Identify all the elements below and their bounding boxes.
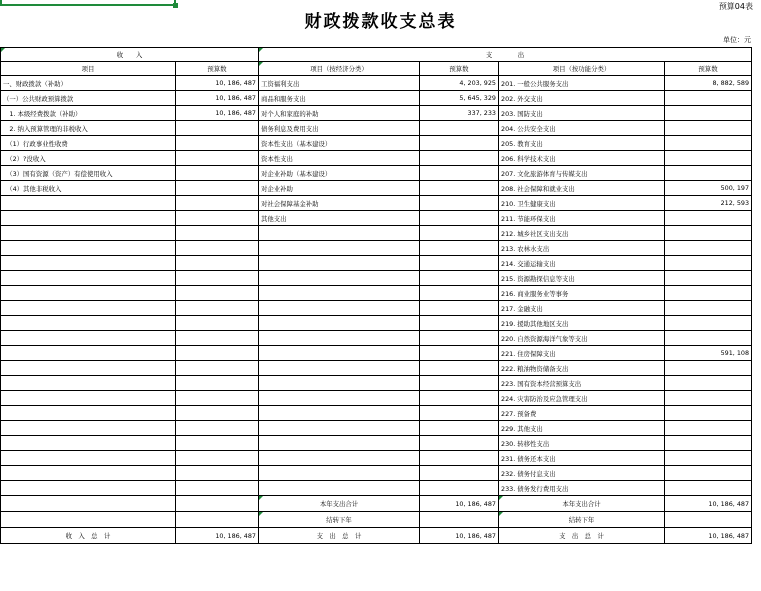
year-expense-amount[interactable]: 10, 186, 487 [420,496,499,512]
year-expense-label-func[interactable]: 本年支出合计 [499,496,665,512]
func-amount-cell[interactable] [665,106,752,121]
income-item-cell[interactable]: 一、财政拨款（补助） [1,76,176,91]
econ-amount-cell[interactable] [420,151,499,166]
income-item-cell[interactable] [1,361,176,376]
income-amount-cell[interactable] [176,466,259,481]
func-amount-cell[interactable] [665,151,752,166]
income-total-label[interactable]: 收 入 总 计 [1,528,176,544]
income-item-cell[interactable] [1,436,176,451]
econ-amount-cell[interactable]: 337, 233 [420,106,499,121]
func-item-cell[interactable]: 231. 债务还本支出 [499,451,665,466]
table-row [1,121,752,136]
econ-item-cell[interactable] [259,391,420,406]
table-row [1,316,752,331]
income-item-cell[interactable] [1,211,176,226]
econ-item-cell[interactable] [259,436,420,451]
econ-amount-cell[interactable] [420,226,499,241]
income-total-amount[interactable]: 10, 186, 487 [176,528,259,544]
year-expense-amount-func[interactable]: 10, 186, 487 [665,496,752,512]
income-amount-cell[interactable] [176,196,259,211]
econ-amount-cell[interactable] [420,481,499,496]
col-header-budget[interactable]: 预算数 [176,62,259,76]
econ-amount-cell[interactable] [420,256,499,271]
func-amount-cell[interactable] [665,301,752,316]
carry-forward-amount-func[interactable] [665,512,752,528]
table-row [1,301,752,316]
income-item-cell[interactable] [1,196,176,211]
econ-item-cell[interactable]: 对企业补助 [259,181,420,196]
table-row [1,346,752,361]
table-row [1,271,752,286]
table-row [1,136,752,151]
func-amount-cell[interactable] [665,271,752,286]
econ-amount-cell[interactable] [420,406,499,421]
econ-amount-cell[interactable] [420,196,499,211]
income-amount-cell[interactable] [176,181,259,196]
econ-item-cell[interactable]: 对企业补助（基本建设） [259,166,420,181]
func-item-cell[interactable]: 224. 灾害防治及应急管理支出 [499,391,665,406]
func-amount-cell[interactable] [665,481,752,496]
func-amount-cell[interactable]: 591, 108 [665,346,752,361]
econ-amount-cell[interactable] [420,271,499,286]
econ-amount-cell[interactable] [420,391,499,406]
footer-blank-cell[interactable] [1,496,176,512]
econ-amount-cell[interactable] [420,121,499,136]
expense-header[interactable]: 支 出 [259,48,752,62]
col-header-func[interactable]: 项目（按功能分类） [499,62,665,76]
table-row [1,256,752,271]
func-item-cell[interactable]: 202. 外交支出 [499,91,665,106]
func-amount-cell[interactable] [665,406,752,421]
econ-amount-cell[interactable]: 4, 203, 925 [420,76,499,91]
func-item-cell[interactable]: 212. 城乡社区支出支出 [499,226,665,241]
table-row [1,481,752,496]
func-item-cell[interactable]: 216. 商业服务业等事务 [499,286,665,301]
footer-blank-cell[interactable] [176,512,259,528]
func-amount-cell[interactable] [665,436,752,451]
income-item-cell[interactable] [1,271,176,286]
econ-item-cell[interactable] [259,241,420,256]
econ-amount-cell[interactable] [420,181,499,196]
econ-amount-cell[interactable] [420,421,499,436]
econ-item-cell[interactable]: 资本性支出（基本建设） [259,136,420,151]
income-amount-cell[interactable]: 10, 186, 487 [176,76,259,91]
budget-table [0,47,752,544]
income-amount-cell[interactable] [176,436,259,451]
income-amount-cell[interactable] [176,256,259,271]
table-row [1,466,752,481]
func-item-cell[interactable]: 219. 援助其他地区支出 [499,316,665,331]
func-item-cell[interactable]: 204. 公共安全支出 [499,121,665,136]
table-row [1,76,752,91]
income-amount-cell[interactable] [176,286,259,301]
table-row [1,421,752,436]
income-amount-cell[interactable] [176,391,259,406]
func-item-cell[interactable]: 223. 国有资本经营预算支出 [499,376,665,391]
carry-forward-label-func[interactable]: 结转下年 [499,512,665,528]
func-amount-cell[interactable] [665,286,752,301]
func-amount-cell[interactable] [665,166,752,181]
func-item-cell[interactable]: 205. 教育支出 [499,136,665,151]
expense-total-label[interactable]: 支 出 总 计 [259,528,420,544]
econ-item-cell[interactable] [259,421,420,436]
econ-amount-cell[interactable] [420,211,499,226]
func-amount-cell[interactable] [665,376,752,391]
income-item-cell[interactable]: （3）国有资源（资产）有偿使用收入 [1,166,176,181]
econ-item-cell[interactable]: 对个人和家庭的补助 [259,106,420,121]
func-item-cell[interactable]: 220. 自然资源海洋气象等支出 [499,331,665,346]
col-header-budget3[interactable]: 预算数 [665,62,752,76]
income-item-cell[interactable] [1,241,176,256]
func-item-cell[interactable]: 221. 住房保障支出 [499,346,665,361]
income-item-cell[interactable]: 2. 纳入预算管理的非税收入 [1,121,176,136]
func-amount-cell[interactable] [665,391,752,406]
func-item-cell[interactable]: 217. 金融支出 [499,301,665,316]
income-amount-cell[interactable] [176,406,259,421]
func-item-cell[interactable]: 232. 债务付息支出 [499,466,665,481]
income-amount-cell[interactable] [176,226,259,241]
income-amount-cell[interactable] [176,121,259,136]
func-item-cell[interactable]: 222. 粮油物资储备支出 [499,361,665,376]
income-item-cell[interactable] [1,481,176,496]
footer-blank-cell[interactable] [1,512,176,528]
income-amount-cell[interactable] [176,211,259,226]
func-amount-cell[interactable] [665,466,752,481]
econ-item-cell[interactable] [259,316,420,331]
func-amount-cell[interactable] [665,241,752,256]
expense-total-amount-func[interactable]: 10, 186, 487 [665,528,752,544]
econ-amount-cell[interactable] [420,436,499,451]
income-item-cell[interactable] [1,301,176,316]
income-item-cell[interactable] [1,346,176,361]
func-amount-cell[interactable] [665,226,752,241]
func-item-cell[interactable]: 227. 预备费 [499,406,665,421]
income-amount-cell[interactable] [176,136,259,151]
econ-amount-cell[interactable] [420,301,499,316]
econ-item-cell[interactable]: 工资福利支出 [259,76,420,91]
expense-total-amount[interactable]: 10, 186, 487 [420,528,499,544]
table-row [1,226,752,241]
func-item-cell[interactable]: 230. 转移性支出 [499,436,665,451]
table-row [1,211,752,226]
func-item-cell[interactable]: 208. 社会保障和就业支出 [499,181,665,196]
func-amount-cell[interactable] [665,361,752,376]
income-item-cell[interactable]: （2）?没收入 [1,151,176,166]
table-row [1,286,752,301]
econ-amount-cell[interactable] [420,451,499,466]
income-amount-cell[interactable] [176,271,259,286]
func-amount-cell[interactable] [665,451,752,466]
func-amount-cell[interactable] [665,331,752,346]
table-row [1,151,752,166]
income-amount-cell[interactable]: 10, 186, 487 [176,91,259,106]
selected-cell[interactable] [0,0,176,6]
econ-item-cell[interactable] [259,271,420,286]
income-amount-cell[interactable] [176,166,259,181]
income-amount-cell[interactable] [176,346,259,361]
econ-item-cell[interactable]: 资本性支出 [259,151,420,166]
income-amount-cell[interactable] [176,331,259,346]
table-row [1,406,752,421]
func-amount-cell[interactable] [665,421,752,436]
econ-item-cell[interactable] [259,451,420,466]
footer-blank-cell[interactable] [176,496,259,512]
func-item-cell[interactable]: 201. 一般公共服务支出 [499,76,665,91]
func-amount-cell[interactable] [665,91,752,106]
income-amount-cell[interactable] [176,301,259,316]
income-amount-cell[interactable] [176,376,259,391]
econ-amount-cell[interactable] [420,346,499,361]
form-number: 预算04表 [718,2,753,11]
econ-item-cell[interactable]: 其他支出 [259,211,420,226]
table-row [1,391,752,406]
econ-item-cell[interactable] [259,256,420,271]
func-item-cell[interactable]: 233. 债务发行费用支出 [499,481,665,496]
econ-item-cell[interactable] [259,331,420,346]
func-amount-cell[interactable] [665,316,752,331]
income-item-cell[interactable] [1,391,176,406]
econ-item-cell[interactable] [259,481,420,496]
income-item-cell[interactable]: （一）公共财政预算拨款 [1,91,176,106]
table-row [1,436,752,451]
econ-item-cell[interactable] [259,406,420,421]
econ-amount-cell[interactable] [420,466,499,481]
func-amount-cell[interactable]: 8, 882, 589 [665,76,752,91]
econ-amount-cell[interactable] [420,166,499,181]
table-row [1,181,752,196]
econ-item-cell[interactable]: 对社会保障基金补助 [259,196,420,211]
income-item-cell[interactable]: （1）行政事业性收费 [1,136,176,151]
income-item-cell[interactable]: 1. 本级经费拨款（补助） [1,106,176,121]
income-item-cell[interactable] [1,256,176,271]
income-item-cell[interactable] [1,406,176,421]
table-row [1,376,752,391]
func-amount-cell[interactable] [665,136,752,151]
econ-item-cell[interactable] [259,301,420,316]
income-item-cell[interactable]: （4）其他非税收入 [1,181,176,196]
econ-item-cell[interactable] [259,361,420,376]
table-row [1,241,752,256]
income-item-cell[interactable] [1,331,176,346]
econ-item-cell[interactable] [259,346,420,361]
func-amount-cell[interactable]: 212, 593 [665,196,752,211]
econ-amount-cell[interactable] [420,316,499,331]
income-item-cell[interactable] [1,376,176,391]
func-item-cell[interactable]: 206. 科学技术支出 [499,151,665,166]
func-item-cell[interactable]: 203. 国防支出 [499,106,665,121]
econ-amount-cell[interactable] [420,136,499,151]
table-row [1,91,752,106]
page-title: 财政拨款收支总表 [304,12,457,32]
table-row [1,106,752,121]
unit-label: 单位：元 [723,36,751,44]
income-item-cell[interactable] [1,316,176,331]
func-amount-cell[interactable] [665,256,752,271]
income-header[interactable]: 收 入 [1,48,259,62]
col-header-econ[interactable]: 项目（按经济分类） [259,62,420,76]
func-amount-cell[interactable] [665,121,752,136]
econ-item-cell[interactable] [259,376,420,391]
table-row [1,196,752,211]
econ-item-cell[interactable]: 商品和服务支出 [259,91,420,106]
income-amount-cell[interactable] [176,451,259,466]
income-amount-cell[interactable] [176,481,259,496]
func-item-cell[interactable]: 229. 其他支出 [499,421,665,436]
func-amount-cell[interactable] [665,211,752,226]
carry-forward-label[interactable]: 结转下年 [259,512,420,528]
econ-amount-cell[interactable]: 5, 645, 329 [420,91,499,106]
income-amount-cell[interactable] [176,316,259,331]
year-expense-label[interactable]: 本年支出合计 [259,496,420,512]
econ-item-cell[interactable]: 债务利息及费用支出 [259,121,420,136]
func-item-cell[interactable]: 211. 节能环保支出 [499,211,665,226]
income-amount-cell[interactable] [176,421,259,436]
income-amount-cell[interactable]: 10, 186, 487 [176,106,259,121]
func-item-cell[interactable]: 210. 卫生健康支出 [499,196,665,211]
econ-item-cell[interactable] [259,226,420,241]
table-row [1,331,752,346]
econ-amount-cell[interactable] [420,286,499,301]
func-item-cell[interactable]: 207. 文化旅游体育与传媒支出 [499,166,665,181]
func-item-cell[interactable]: 215. 资源勘探信息等支出 [499,271,665,286]
income-item-cell[interactable] [1,226,176,241]
expense-total-label-func[interactable]: 支 出 总 计 [499,528,665,544]
col-header-budget2[interactable]: 预算数 [420,62,499,76]
income-amount-cell[interactable] [176,241,259,256]
econ-amount-cell[interactable] [420,376,499,391]
table-row [1,361,752,376]
econ-amount-cell[interactable] [420,361,499,376]
econ-amount-cell[interactable] [420,331,499,346]
income-item-cell[interactable] [1,421,176,436]
econ-item-cell[interactable] [259,466,420,481]
income-item-cell[interactable] [1,286,176,301]
income-item-cell[interactable] [1,466,176,481]
col-header-item[interactable]: 项目 [1,62,176,76]
func-amount-cell[interactable]: 500, 197 [665,181,752,196]
func-item-cell[interactable]: 213. 农林水支出 [499,241,665,256]
econ-amount-cell[interactable] [420,241,499,256]
func-item-cell[interactable]: 214. 交通运输支出 [499,256,665,271]
income-amount-cell[interactable] [176,361,259,376]
income-amount-cell[interactable] [176,151,259,166]
table-row [1,451,752,466]
carry-forward-amount[interactable] [420,512,499,528]
table-row [1,166,752,181]
econ-item-cell[interactable] [259,286,420,301]
income-item-cell[interactable] [1,451,176,466]
